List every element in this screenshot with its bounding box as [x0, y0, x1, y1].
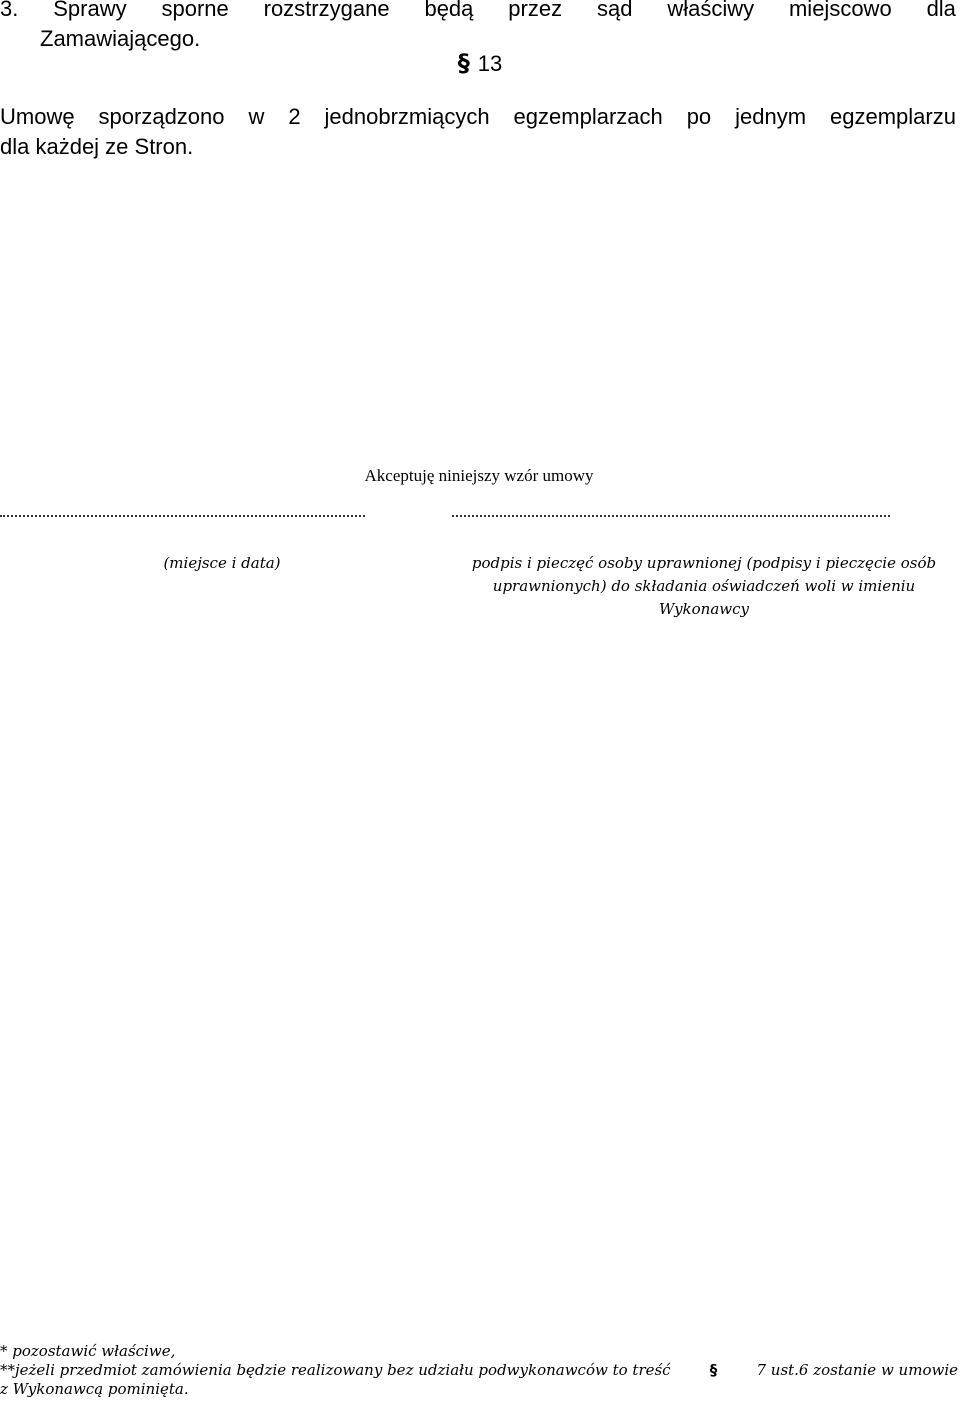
paragraph-word: jednobrzmiących: [324, 104, 490, 129]
place-date-caption: (miejsce i data): [163, 554, 281, 572]
footnotes: [0, 1342, 958, 1399]
clause-word: rozstrzygane: [263, 0, 390, 21]
clause-word: sąd: [596, 0, 633, 21]
clause-word: miejscowo: [788, 0, 892, 21]
paragraph-word: egzemplarzach: [513, 104, 663, 129]
contractor-signature-caption-line: uprawnionych) do składania oświadczeń woli w imieniu: [492, 577, 916, 595]
footnote-1: * pozostawić właściwe,: [0, 1342, 176, 1360]
section-13-paragraph-line-2: dla każdej ze Stron.: [0, 134, 194, 159]
clause-word: dla: [926, 0, 956, 21]
clause-word: będą: [424, 0, 474, 21]
paragraph-word: 2: [288, 104, 301, 129]
contractor-signature-caption-line: Wykonawcy: [659, 600, 749, 618]
paragraph-word: egzemplarzu: [830, 104, 956, 129]
clause-word: właściwy: [667, 0, 755, 21]
footnote-2-text-end: 7 ust.6 zostanie w umowie: [756, 1361, 958, 1379]
paragraph-word: w: [248, 104, 265, 129]
paragraph-word: Umowę: [0, 104, 75, 129]
footnote-2-continuation: z Wykonawcą pominięta.: [0, 1380, 189, 1398]
footnote-2-text-start: **jeżeli przedmiot zamówienia będzie realizowany bez udziału podwykonawców to treść: [0, 1361, 671, 1379]
clause-word: przez: [508, 0, 563, 21]
clause-item-3-line-1: [0, 0, 956, 24]
paragraph-word: sporządzono: [98, 104, 225, 129]
clause-item-3-line-2: Zamawiającego.: [40, 26, 201, 51]
paragraph-word: jednym: [735, 104, 807, 129]
paragraph-word: po: [686, 104, 712, 129]
clause-item-number: 3.: [0, 0, 19, 21]
clause-word: Sprawy: [53, 0, 127, 21]
section-number: 13: [477, 51, 503, 76]
footnote-section-symbol: §: [709, 1361, 718, 1379]
section-13-paragraph-line-1: [0, 102, 956, 132]
section-heading: [0, 48, 960, 79]
contractor-signature-caption-line: podpis i pieczęć osoby uprawnionej (podpisy i pieczęcie osób: [471, 554, 937, 572]
place-date-signature-line: [0, 515, 365, 517]
contractor-signature-caption: [452, 552, 956, 621]
acceptance-caption: Akceptuję niniejszy wzór umowy: [364, 466, 594, 485]
contractor-signature-line: [452, 515, 890, 517]
section-13-paragraph: [0, 102, 956, 162]
clause-word: sporne: [161, 0, 229, 21]
section-symbol: §: [457, 49, 470, 77]
footnote-2: [0, 1361, 958, 1380]
clause-item-3: [0, 0, 956, 54]
